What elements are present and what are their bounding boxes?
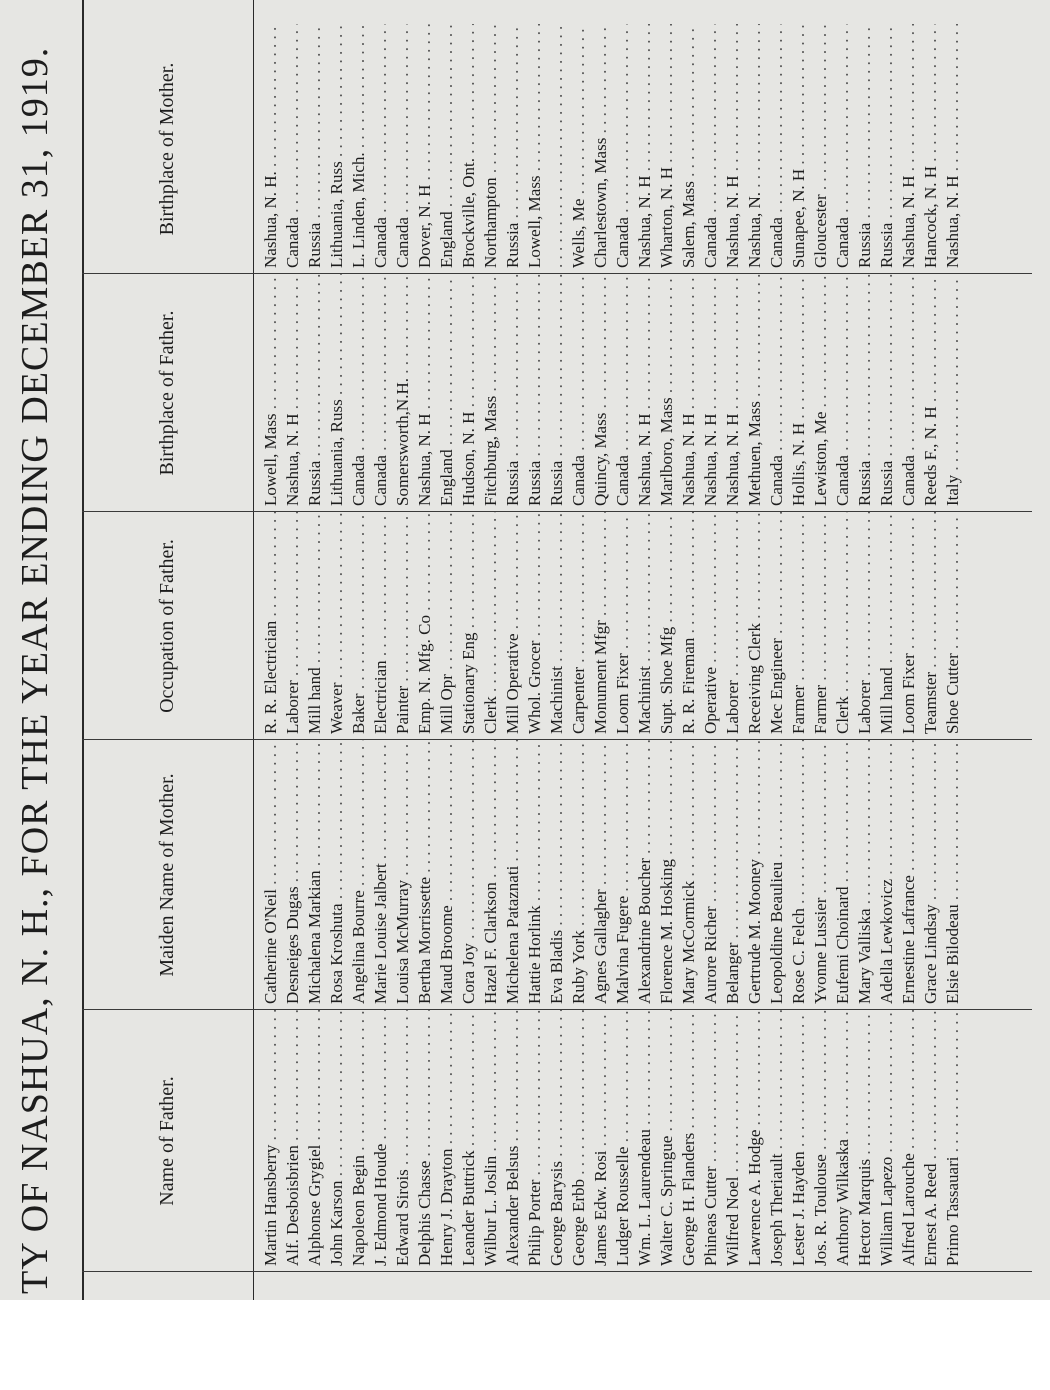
table-cell: Canada . . .: [766, 24, 788, 274]
table-cell: Wm. L. Laurendeau . . .: [634, 1010, 656, 1272]
table-cell: Methuen, Mass . . .: [744, 274, 766, 512]
table-cell: Dover, N. H . . .: [414, 24, 436, 274]
column-header: Birthplace of Father.: [156, 310, 178, 476]
table-cell: Laborer . . .: [282, 512, 304, 740]
table-cell: Lowell, Mass . . .: [260, 274, 282, 512]
column-body: [252, 1010, 964, 1272]
table-cell: Nashua, N. H . . .: [700, 274, 722, 512]
table-cell: Mill hand . . .: [304, 512, 326, 740]
table-cell: Mary McCormick . . .: [678, 740, 700, 1010]
table-cell: Canada . . .: [832, 274, 854, 512]
column-divider: [82, 739, 1032, 740]
table-cell: Farmer . . .: [788, 512, 810, 740]
table-cell: Laborer . . .: [854, 512, 876, 740]
table-cell: Desneiges Dugas . . .: [282, 740, 304, 1010]
column-divider: [82, 511, 1032, 512]
table-cell: Joseph Theriault . . .: [766, 1010, 788, 1272]
table-cell: George H. Flanders . . .: [678, 1010, 700, 1272]
table-cell: Wells, Me . . .: [568, 24, 590, 274]
table-cell: Walter C. Springue . . .: [656, 1010, 678, 1272]
table-cell: Nashua, N. H . . .: [634, 274, 656, 512]
table-cell: Lithuania, Russ . . .: [326, 24, 348, 274]
table-cell: Russia . . .: [546, 274, 568, 512]
table-cell: Ernestine Lafrance . . .: [898, 740, 920, 1010]
table-cell: R. R. Electrician . . .: [260, 512, 282, 740]
table-cell: Alexander Belsus . . .: [502, 1010, 524, 1272]
table-cell: Mary Valliska . . .: [854, 740, 876, 1010]
table-cell: Martin Hansberry . . .: [260, 1010, 282, 1272]
table-cell: Emp. N. Mfg. Co . . .: [414, 512, 436, 740]
table-cell: Napoleon Begin . . .: [348, 1010, 370, 1272]
table-cell: Electrician . . .: [370, 512, 392, 740]
table-cell: Elsie Bilodeau . . .: [942, 740, 964, 1010]
table-cell: Leander Buttrick . . .: [458, 1010, 480, 1272]
table-cell: Rosa Kroshuta . . .: [326, 740, 348, 1010]
column-father-birthplace: [82, 274, 1032, 512]
table-cell: Gloucester . . .: [810, 24, 832, 274]
table-cell: Loom Fixer . . .: [612, 512, 634, 740]
table-cell: Canada . . .: [612, 24, 634, 274]
table-cell: George Erbb . . .: [568, 1010, 590, 1272]
table-cell: Nashua, N. H . . .: [942, 24, 964, 274]
table-cell: L. Linden, Mich. . . .: [348, 24, 370, 274]
table-cell: Northampton . . .: [480, 24, 502, 274]
table-cell: Jos. R. Toulouse . . .: [810, 1010, 832, 1272]
table-cell: Russia . . .: [304, 274, 326, 512]
table-cell: Nashua, N. H. . . .: [260, 24, 282, 274]
table-cell: Monument Mfgr . . .: [590, 512, 612, 740]
table-cell: Nashua, N. H . . .: [282, 274, 304, 512]
table-cell: Canada . . .: [898, 274, 920, 512]
table-cell: Italy . . .: [942, 274, 964, 512]
table-cell: Operative . . .: [700, 512, 722, 740]
table-cell: Russia . . .: [304, 24, 326, 274]
table-cell: Nashua, N. . . .: [744, 24, 766, 274]
table-cell: Maud Broome . . .: [436, 740, 458, 1010]
table-cell: Lawrence A. Hodge . . .: [744, 1010, 766, 1272]
table-cell: Teamster . . .: [920, 512, 942, 740]
table-cell: James Edw. Rosi . . .: [590, 1010, 612, 1272]
table-cell: Alexandrine Boucher . . .: [634, 740, 656, 1010]
table-cell: Russia . . .: [854, 24, 876, 274]
table-cell: Supt. Shoe Mfg . . .: [656, 512, 678, 740]
table-cell: Fitchburg, Mass . . .: [480, 274, 502, 512]
table-cell: John Karson . . .: [326, 1010, 348, 1272]
column-header: Birthplace of Mother.: [156, 62, 178, 236]
table-cell: Michalena Markian . . .: [304, 740, 326, 1010]
table-cell: Malvina Fugere . . .: [612, 740, 634, 1010]
table-cell: Clerk . . .: [832, 512, 854, 740]
table-cell: Machinist . . .: [546, 512, 568, 740]
table-cell: Hudson, N. H . . .: [458, 274, 480, 512]
table-cell: Agnes Gallagher . . .: [590, 740, 612, 1010]
table-cell: Ruby York . . .: [568, 740, 590, 1010]
table-cell: Stationary Eng . . .: [458, 512, 480, 740]
table-cell: Nashua, N. H . . .: [898, 24, 920, 274]
table-cell: Weaver . . .: [326, 512, 348, 740]
table-cell: Russia . . .: [502, 274, 524, 512]
table-cell: Canada . . .: [348, 274, 370, 512]
table-cell: Mill hand . . .: [876, 512, 898, 740]
table-cell: Canada . . .: [282, 24, 304, 274]
column-header: Name of Father.: [156, 1076, 178, 1206]
table-cell: Bertha Morrissette . . .: [414, 740, 436, 1010]
table-cell: Canada . . .: [612, 274, 634, 512]
table-cell: Lester J. Hayden . . .: [788, 1010, 810, 1272]
column-divider: [82, 273, 1032, 274]
table-cell: Charlestown, Mass . . .: [590, 24, 612, 274]
table-cell: Eva Bladis . . .: [546, 740, 568, 1010]
title-prefix: TY OF NASHUA, N. H.,: [14, 876, 56, 1294]
table-cell: Hancock, N. H . . .: [920, 24, 942, 274]
table-cell: Nashua, N. H . . .: [678, 274, 700, 512]
column-father-name: [82, 1010, 1032, 1272]
table-cell: Cora Joy . . .: [458, 740, 480, 1010]
table-cell: Canada . . .: [832, 24, 854, 274]
table-cell: Alphonse Grygiel . . .: [304, 1010, 326, 1272]
table-cell: England . . .: [436, 24, 458, 274]
table-cell: Laborer . . .: [722, 512, 744, 740]
title-suffix: FOR THE YEAR ENDING DECEMBER 31, 1919.: [14, 46, 56, 877]
table-cell: Nashua, N. H . . .: [634, 24, 656, 274]
column-mother-birthplace: [82, 24, 1032, 274]
table-cell: Michelena Pataznati . . .: [502, 740, 524, 1010]
table-cell: Yvonne Lussier . . .: [810, 740, 832, 1010]
table-cell: Henry J. Drayton . . .: [436, 1010, 458, 1272]
table-cell: Lowell, Mass . . .: [524, 24, 546, 274]
table-cell: Salem, Mass . . .: [678, 24, 700, 274]
table-cell: Russia . . .: [524, 274, 546, 512]
table-cell: Russia . . .: [854, 274, 876, 512]
column-body: [252, 512, 964, 740]
table-cell: England . . .: [436, 274, 458, 512]
table-cell: Receiving Clerk . . .: [744, 512, 766, 740]
table-cell: Belanger . . .: [722, 740, 744, 1010]
table-cell: Edward Sirois . . .: [392, 1010, 414, 1272]
column-body: [252, 274, 964, 512]
table-cell: Russia . . .: [876, 24, 898, 274]
table-cell: Canada . . .: [568, 274, 590, 512]
table-cell: Catherine O'Neil . . .: [260, 740, 282, 1010]
table-cell: J. Edmond Houde . . .: [370, 1010, 392, 1272]
table-cell: Eufemi Choinard . . .: [832, 740, 854, 1010]
table-cell: Marlboro, Mass . . .: [656, 274, 678, 512]
column-divider: [82, 1271, 1032, 1272]
table-cell: Wilbur L. Joslin . . .: [480, 1010, 502, 1272]
table-cell: William Lapezo . . .: [876, 1010, 898, 1272]
table-cell: Hector Marquis . . .: [854, 1010, 876, 1272]
table-cell: Reeds F., N. H . . .: [920, 274, 942, 512]
table-cell: Brockville, Ont. . . .: [458, 24, 480, 274]
column-body: [252, 740, 964, 1010]
table-cell: Alf. Desboisbrien . . .: [282, 1010, 304, 1272]
table-cell: Leopoldine Beaulieu . . .: [766, 740, 788, 1010]
table-cell: Gertrude M. Mooney . . .: [744, 740, 766, 1010]
table-cell: Louisa McMurray . . .: [392, 740, 414, 1010]
table-cell: Angelina Bourre . . .: [348, 740, 370, 1010]
table-cell: Delphis Chasse . . .: [414, 1010, 436, 1272]
table-cell: Mill Opr . . .: [436, 512, 458, 740]
table-cell: Wharton, N. H . . .: [656, 24, 678, 274]
table-cell: Nashua, N. H . . .: [722, 274, 744, 512]
table-cell: Alfred Larouche . . .: [898, 1010, 920, 1272]
table-cell: R. R. Fireman . . .: [678, 512, 700, 740]
table-cell: Russia . . .: [876, 274, 898, 512]
table-cell: Florence M. Hosking . . .: [656, 740, 678, 1010]
table-cell: Canada . . .: [392, 24, 414, 274]
table-cell: Whol. Grocer . . .: [524, 512, 546, 740]
table-cell: Nashua, N. H . . .: [414, 274, 436, 512]
table-cell: Mec Engineer . . .: [766, 512, 788, 740]
table-cell: Grace Lindsay . . .: [920, 740, 942, 1010]
table-cell: Ernest A. Reed . . .: [920, 1010, 942, 1272]
table-cell: Quincy, Mass . . .: [590, 274, 612, 512]
table-cell: Primo Tassauari . . .: [942, 1010, 964, 1272]
table-cell: Philip Porter . . .: [524, 1010, 546, 1272]
column-occupation: [82, 512, 1032, 740]
table-cell: Hattie Horlink . . .: [524, 740, 546, 1010]
table-cell: Sunapee, N. H . . .: [788, 24, 810, 274]
table-cell: George Barysis . . .: [546, 1010, 568, 1272]
column-header: Maiden Name of Mother.: [156, 773, 178, 977]
table-cell: Canada . . .: [370, 274, 392, 512]
column-mother-name: [82, 740, 1032, 1010]
table-cell: Farmer . . .: [810, 512, 832, 740]
column-body: [252, 24, 964, 274]
table-cell: Lewiston, Me . . .: [810, 274, 832, 512]
table-cell: Hazel F. Clarkson . . .: [480, 740, 502, 1010]
table-cell: Loom Fixer . . .: [898, 512, 920, 740]
column-header: Occupation of Father.: [156, 539, 178, 713]
table-cell: Wilfred Noel . . .: [722, 1010, 744, 1272]
table-cell: Carpenter . . .: [568, 512, 590, 740]
table-cell: Clerk . . .: [480, 512, 502, 740]
table-cell: Shoe Cutter . . .: [942, 512, 964, 740]
table-cell: Hollis, N. H . . .: [788, 274, 810, 512]
table-cell: Rose C. Felch . . .: [788, 740, 810, 1010]
table-cell: Canada . . .: [766, 274, 788, 512]
table-cell: Canada . . .: [370, 24, 392, 274]
table-cell: Machinist . . .: [634, 512, 656, 740]
table-cell: Marie Louise Jalbert . . .: [370, 740, 392, 1010]
table-cell: Painter . . .: [392, 512, 414, 740]
table-cell: Adella Lewkovicz . . .: [876, 740, 898, 1010]
table-cell: Mill Operative . . .: [502, 512, 524, 740]
table-cell: Russia . . .: [502, 24, 524, 274]
table-cell: Nashua, N. H . . .: [722, 24, 744, 274]
table-cell: Canada . . .: [700, 24, 722, 274]
table-cell: Baker . . .: [348, 512, 370, 740]
table-cell: Aurore Richer . . .: [700, 740, 722, 1010]
table-cell: Somersworth,N.H. . . .: [392, 274, 414, 512]
column-divider: [82, 1009, 1032, 1010]
table-cell: Anthony Wilkaska . . .: [832, 1010, 854, 1272]
table-cell: [546, 24, 568, 274]
page-title: [5, 0, 65, 1300]
table-cell: Lithuania, Russ . . .: [326, 274, 348, 512]
table-cell: Ludger Rousselle . . .: [612, 1010, 634, 1272]
table-cell: Phineas Cutter . . .: [700, 1010, 722, 1272]
